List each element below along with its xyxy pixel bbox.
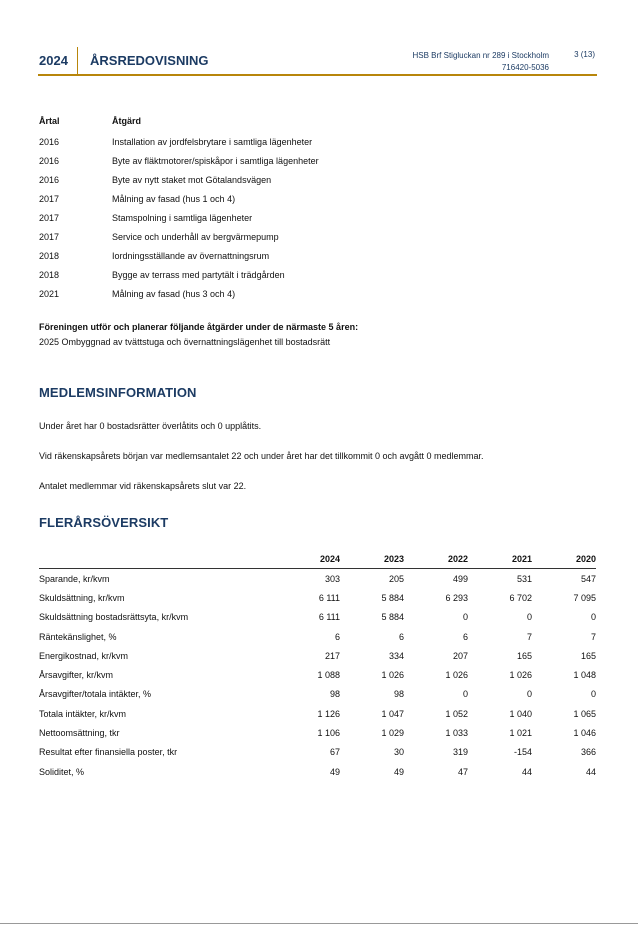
members-paragraph-1: Under året har 0 bostadsrätter överlåtits och 0 upplåtits. xyxy=(39,421,262,431)
metric-value: 334 xyxy=(388,650,404,661)
multiyear-header-row xyxy=(39,550,596,569)
metric-value: 207 xyxy=(452,650,468,661)
action-year: 2016 xyxy=(39,136,60,147)
actions-row xyxy=(39,132,319,151)
metric-value: 30 xyxy=(393,747,404,758)
metric-value: 1 026 xyxy=(509,670,532,681)
metric-label: Årsavgifter, kr/kvm xyxy=(39,670,114,681)
metric-label: Sparande, kr/kvm xyxy=(39,573,110,584)
metric-value: 1 065 xyxy=(573,708,596,719)
metric-value: 5 884 xyxy=(381,592,404,603)
multiyear-heading: FLERÅRSÖVERSIKT xyxy=(39,515,169,530)
metric-value: 0 xyxy=(526,612,532,623)
metric-value: 1 026 xyxy=(445,670,468,681)
action-description: Byte av nytt staket mot Götalandsvägen xyxy=(112,174,272,185)
year-header: 2021 xyxy=(511,554,532,564)
metric-label: Årsavgifter/totala intäkter, % xyxy=(39,689,152,700)
metric-label: Nettoomsättning, tkr xyxy=(39,728,120,739)
multiyear-row xyxy=(39,569,596,588)
year-header: 2022 xyxy=(447,554,468,564)
action-description: Målning av fasad (hus 1 och 4) xyxy=(112,193,236,204)
metric-value: 1 026 xyxy=(381,670,404,681)
metric-value: 499 xyxy=(452,573,468,584)
metric-value: 1 029 xyxy=(381,728,404,739)
members-heading: MEDLEMSINFORMATION xyxy=(39,385,197,400)
action-year: 2018 xyxy=(39,269,60,280)
multiyear-row xyxy=(39,588,596,607)
metric-value: 6 293 xyxy=(445,592,468,603)
actions-row xyxy=(39,170,319,189)
planned-actions-title: Föreningen utför och planerar följande åtgärder under de närmaste 5 åren: xyxy=(39,322,359,332)
metric-value: 6 xyxy=(398,631,404,642)
multiyear-row xyxy=(39,685,596,704)
metric-value: 0 xyxy=(526,689,532,700)
actions-row xyxy=(39,208,319,227)
metric-value: 6 xyxy=(462,631,468,642)
metric-value: 366 xyxy=(580,747,596,758)
action-year: 2017 xyxy=(39,193,60,204)
multiyear-row xyxy=(39,743,596,762)
metric-value: 49 xyxy=(393,766,404,777)
metric-value: 1 126 xyxy=(317,708,340,719)
metric-value: 165 xyxy=(516,650,532,661)
action-description: Stamspolning i samtliga lägenheter xyxy=(112,212,253,223)
metric-value: 1 046 xyxy=(573,728,596,739)
metric-value: 5 884 xyxy=(381,612,404,623)
year-header: 2020 xyxy=(575,554,596,564)
metric-value: 7 095 xyxy=(573,592,596,603)
metric-value: 531 xyxy=(516,573,532,584)
action-description: Byte av fläktmotorer/spiskåpor i samtliga lägenheter xyxy=(112,155,319,166)
planned-action-item: 2025 Ombyggnad av tvättstuga och övernattningslägenhet till bostadsrätt xyxy=(39,337,331,347)
metric-value: 1 047 xyxy=(381,708,404,719)
action-description: Service och underhåll av bergvärmepump xyxy=(112,231,279,242)
multiyear-row xyxy=(39,646,596,665)
action-year: 2016 xyxy=(39,155,60,166)
metric-value: 319 xyxy=(452,747,468,758)
report-title: ÅRSREDOVISNING xyxy=(90,53,209,68)
metric-value: 1 052 xyxy=(445,708,468,719)
metric-label: Totala intäkter, kr/kvm xyxy=(39,708,127,719)
metric-label: Skuldsättning, kr/kvm xyxy=(39,592,125,603)
metric-value: 1 106 xyxy=(317,728,340,739)
multiyear-row xyxy=(39,608,596,627)
action-description: Installation av jordfelsbrytare i samtliga lägenheter xyxy=(112,136,313,147)
actions-row xyxy=(39,227,319,246)
metric-value: 98 xyxy=(329,689,340,700)
year-header: 2023 xyxy=(383,554,404,564)
metric-value: 547 xyxy=(580,573,596,584)
multiyear-table xyxy=(39,550,596,781)
metric-value: 0 xyxy=(462,689,468,700)
metric-value: 6 702 xyxy=(509,592,532,603)
header-rule xyxy=(38,74,597,76)
page-bottom-rule xyxy=(0,923,638,924)
metric-value: 205 xyxy=(388,573,404,584)
multiyear-row xyxy=(39,723,596,742)
multiyear-row xyxy=(39,665,596,684)
organization-name: HSB Brf Stigluckan nr 289 i Stockholm xyxy=(412,51,549,60)
actions-row xyxy=(39,284,319,303)
metric-value: 7 xyxy=(526,631,532,642)
actions-row xyxy=(39,246,319,265)
action-year: 2016 xyxy=(39,174,60,185)
year-header: 2024 xyxy=(319,554,340,564)
actions-row xyxy=(39,151,319,170)
members-paragraph-3: Antalet medlemmar vid räkenskapsårets slut var 22. xyxy=(39,481,247,491)
metric-label: Resultat efter finansiella poster, tkr xyxy=(39,747,178,758)
organization-info xyxy=(412,50,549,74)
multiyear-row xyxy=(39,627,596,646)
metric-value: 6 xyxy=(334,631,340,642)
actions-table xyxy=(39,110,319,303)
action-year: 2017 xyxy=(39,231,60,242)
metric-value: 1 048 xyxy=(573,670,596,681)
page-number: 3 (13) xyxy=(574,50,595,59)
actions-row xyxy=(39,265,319,284)
metric-value: 47 xyxy=(457,766,468,777)
actions-col-year: Årtal xyxy=(39,116,60,126)
metric-value: 7 xyxy=(590,631,596,642)
action-year: 2018 xyxy=(39,250,60,261)
metric-value: 0 xyxy=(462,612,468,623)
metric-value: 1 021 xyxy=(509,728,532,739)
metric-value: 0 xyxy=(590,612,596,623)
metric-value: 1 040 xyxy=(509,708,532,719)
metric-value: 165 xyxy=(580,650,596,661)
action-description: Iordningsställande av övernattningsrum xyxy=(112,250,270,261)
metric-value: 6 111 xyxy=(318,592,340,603)
action-year: 2021 xyxy=(39,288,60,299)
metric-value: 303 xyxy=(324,573,340,584)
metric-value: 44 xyxy=(521,766,532,777)
members-paragraph-2: Vid räkenskapsårets början var medlemsantalet 22 och under året har det tillkommit 0 och avgått 0 medlemmar. xyxy=(39,451,484,461)
metric-value: 1 033 xyxy=(445,728,468,739)
metric-value: 1 088 xyxy=(317,670,340,681)
action-description: Bygge av terrass med partytält i trädgården xyxy=(112,269,285,280)
metric-label: Skuldsättning bostadsrättsyta, kr/kvm xyxy=(39,612,189,623)
actions-col-action: Åtgärd xyxy=(112,116,141,126)
metric-label: Räntekänslighet, % xyxy=(39,631,117,642)
metric-value: 49 xyxy=(329,766,340,777)
actions-row xyxy=(39,189,319,208)
metric-value: 67 xyxy=(329,747,340,758)
metric-value: 217 xyxy=(324,650,340,661)
metric-label: Energikostnad, kr/kvm xyxy=(39,650,129,661)
metric-value: 6 111 xyxy=(318,612,340,623)
organization-number: 716420-5036 xyxy=(501,63,549,72)
report-year: 2024 xyxy=(39,53,68,68)
header-divider xyxy=(77,47,78,74)
metric-value: 98 xyxy=(393,689,404,700)
action-description: Målning av fasad (hus 3 och 4) xyxy=(112,288,236,299)
action-year: 2017 xyxy=(39,212,60,223)
multiyear-row xyxy=(39,762,596,781)
actions-header-row xyxy=(39,110,319,132)
metric-value: -154 xyxy=(513,747,532,758)
metric-value: 0 xyxy=(590,689,596,700)
metric-value: 44 xyxy=(585,766,596,777)
metric-label: Soliditet, % xyxy=(39,766,85,777)
multiyear-row xyxy=(39,704,596,723)
